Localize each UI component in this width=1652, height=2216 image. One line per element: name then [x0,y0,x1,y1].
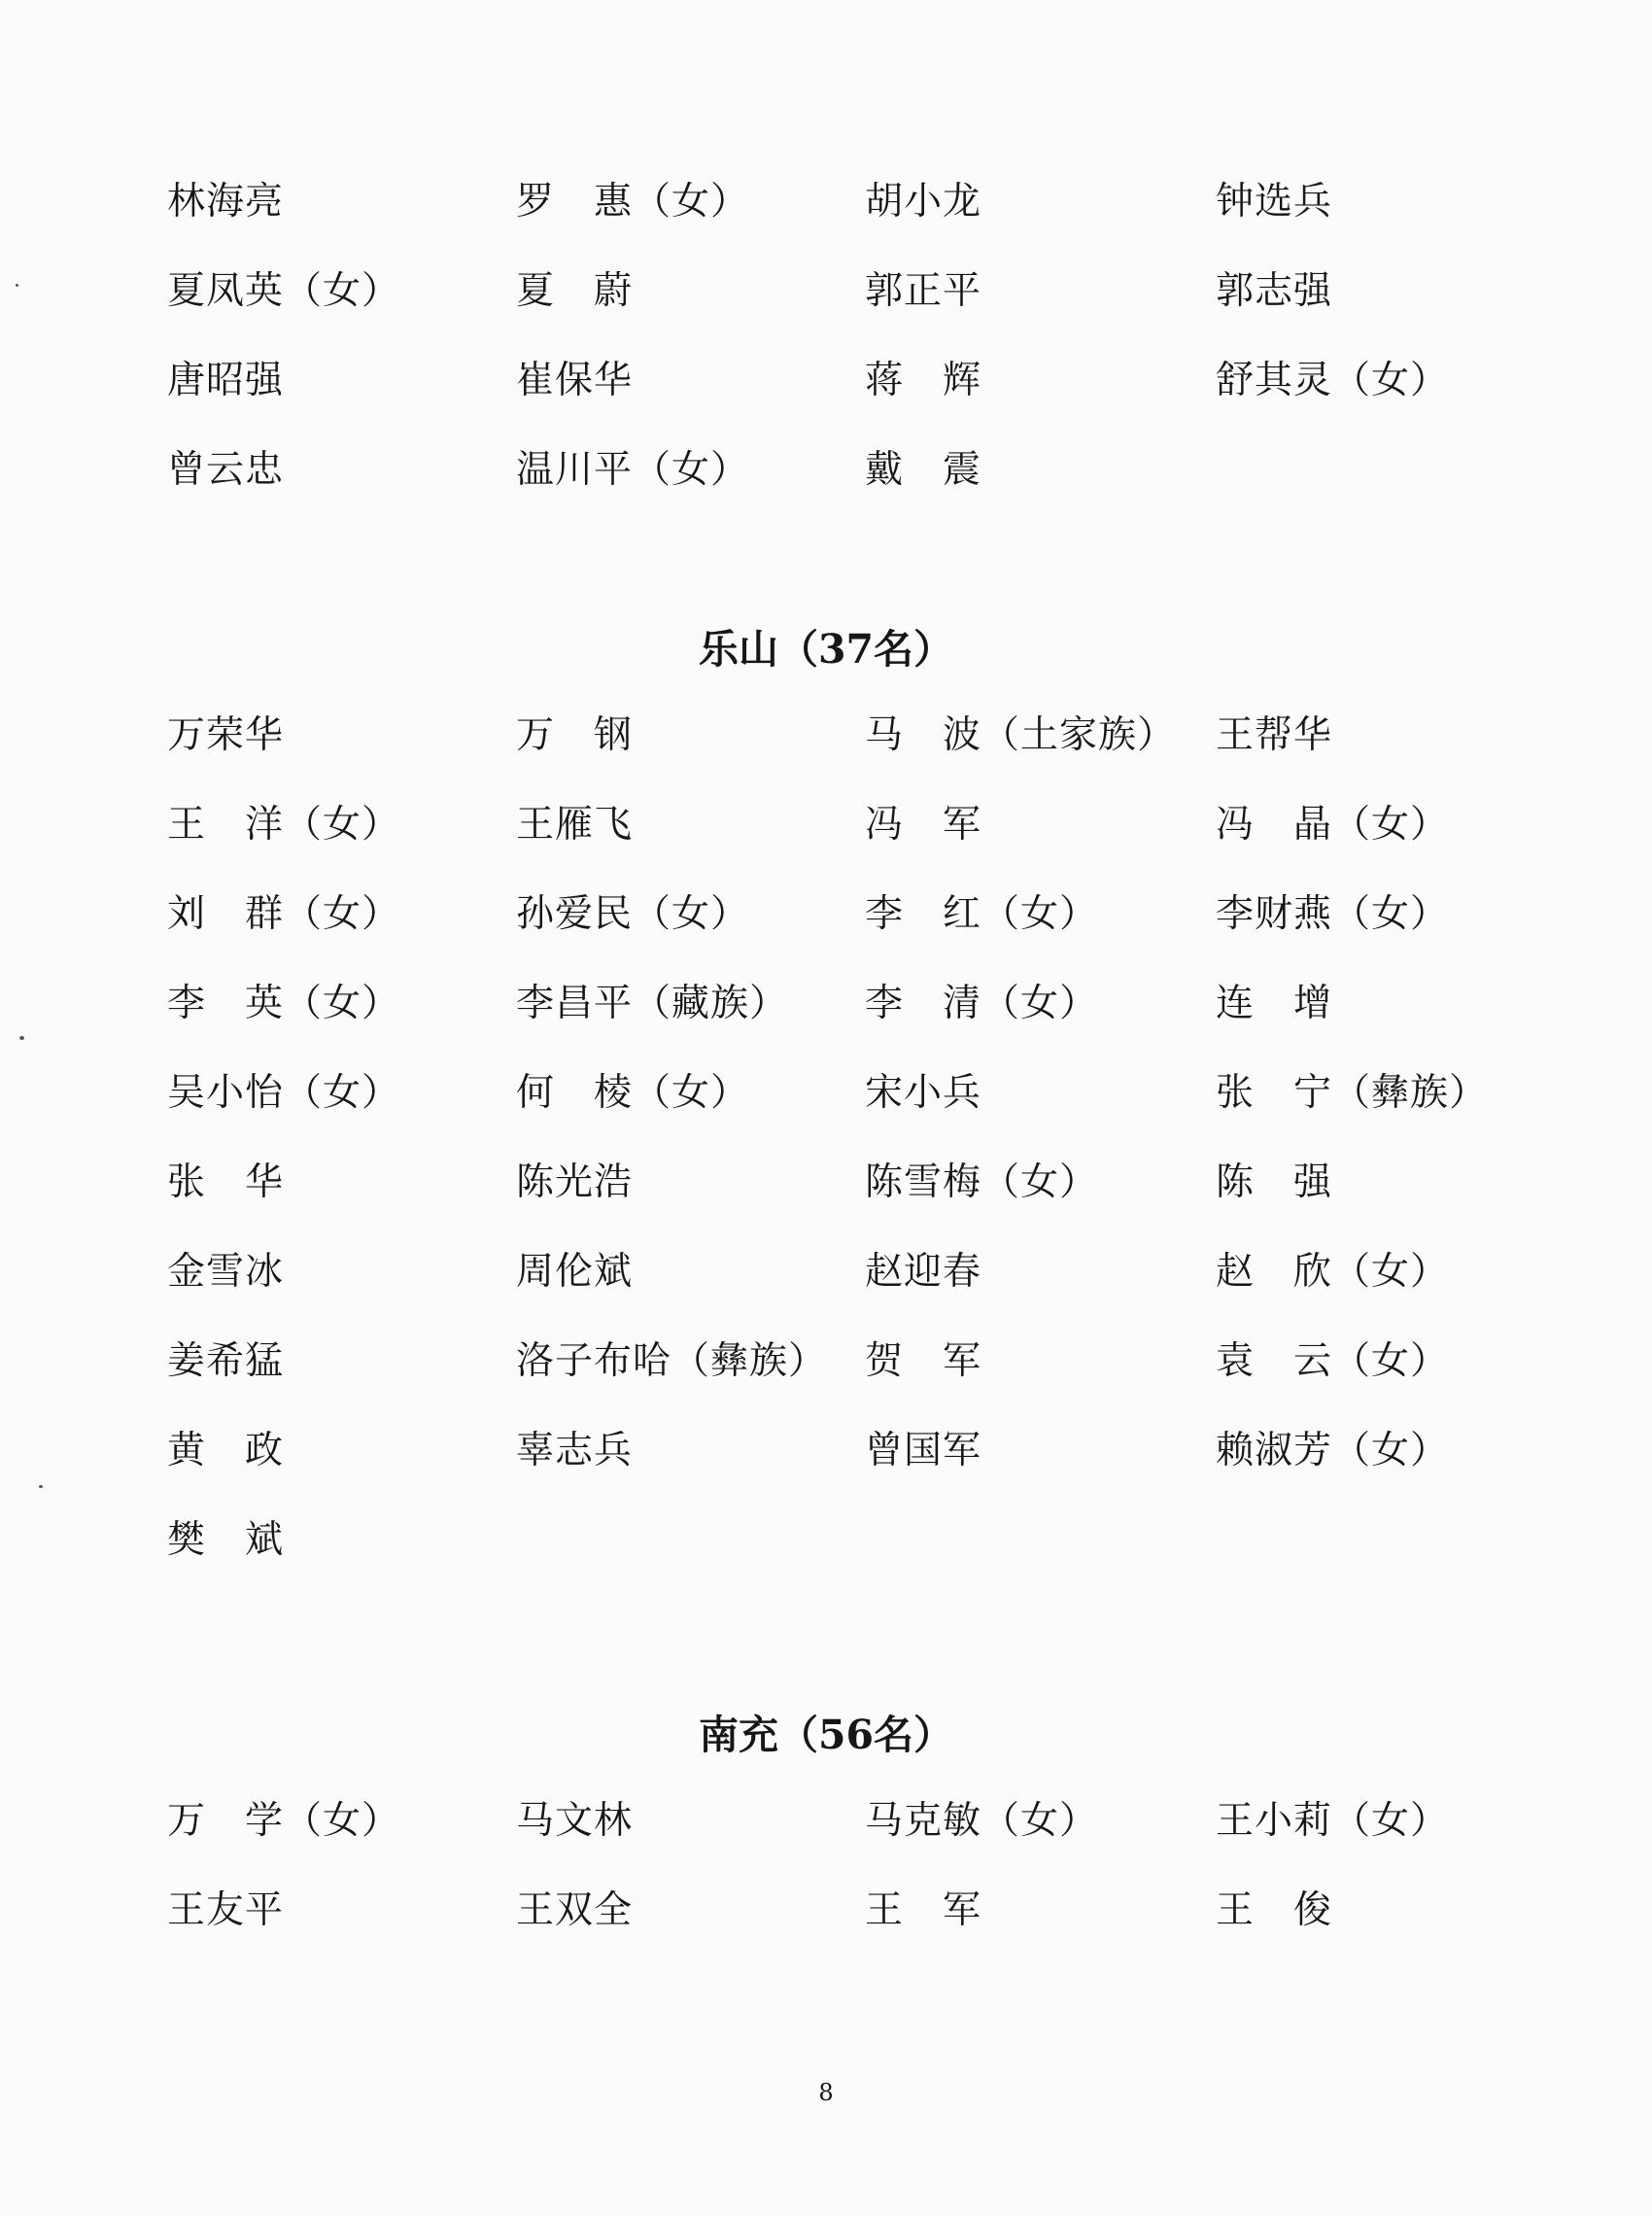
person-name: 洛子布哈（彝族） [516,1339,828,1383]
person-name: 陈 强 [1216,1160,1333,1204]
person-name: 钟选兵 [1216,180,1333,224]
person-name: 李财燕（女） [1216,892,1450,936]
person-name: 罗 惠（女） [516,180,750,224]
person-name: 贺 军 [865,1339,982,1383]
person-name: 王雁飞 [516,803,634,847]
person-name: 万 学（女） [167,1799,401,1843]
person-name: 温川平（女） [516,448,750,492]
person-name: 王 军 [865,1888,982,1932]
person-name: 万 钢 [516,713,634,757]
person-name: 李 英（女） [167,982,401,1025]
name-list-nanchong [167,1777,1586,1956]
person-name: 李 清（女） [865,982,1099,1025]
scan-speck [39,1485,43,1488]
person-name: 唐昭强 [167,359,285,402]
person-name: 辜志兵 [516,1429,634,1472]
person-name: 陈光浩 [516,1160,634,1204]
scan-speck [19,1036,24,1040]
person-name: 夏凤英（女） [167,269,401,313]
person-name: 黄 政 [167,1429,285,1472]
person-name: 孙爱民（女） [516,892,750,936]
person-name: 赵 欣（女） [1216,1250,1450,1294]
page-number: 8 [818,2079,834,2106]
person-name: 赵迎春 [865,1250,982,1294]
person-name: 赖淑芳（女） [1216,1429,1450,1472]
person-name: 宋小兵 [865,1071,982,1115]
person-name: 李 红（女） [865,892,1099,936]
person-name: 樊 斌 [167,1518,285,1562]
person-name: 曾国军 [865,1429,982,1472]
person-name: 吴小怡（女） [167,1071,401,1115]
person-name: 冯 晶（女） [1216,803,1450,847]
scan-speck [16,284,18,287]
person-name: 刘 群（女） [167,892,401,936]
person-name: 王 洋（女） [167,803,401,847]
name-list-leshan [167,691,1586,1585]
person-name: 李昌平（藏族） [516,982,789,1025]
name-list-continued [167,157,1586,515]
person-name: 姜希猛 [167,1339,285,1383]
person-name: 胡小龙 [865,180,982,224]
person-name: 王友平 [167,1888,285,1932]
person-name: 王双全 [516,1888,634,1932]
person-name [1216,426,1586,515]
person-name: 冯 军 [865,803,982,847]
person-name: 郭志强 [1216,269,1333,313]
person-name: 夏 蔚 [516,269,634,313]
person-name: 万荣华 [167,713,285,757]
person-name: 蒋 辉 [865,359,982,402]
person-name: 何 棱（女） [516,1071,750,1115]
person-name: 袁 云（女） [1216,1339,1450,1383]
person-name: 陈雪梅（女） [865,1160,1099,1204]
person-name: 曾云忠 [167,448,285,492]
person-name: 郭正平 [865,269,982,313]
person-name: 张 宁（彝族） [1216,1071,1489,1115]
person-name: 马 波（土家族） [865,713,1177,757]
person-name: 王小莉（女） [1216,1799,1450,1843]
person-name: 连 增 [1216,982,1333,1025]
person-name: 崔保华 [516,359,634,402]
person-name: 戴 震 [865,448,982,492]
section-heading-nanchong: 南充（56名） [698,1712,954,1758]
person-name: 张 华 [167,1160,285,1204]
section-heading-leshan: 乐山（37名） [698,626,954,673]
person-name: 林海亮 [167,180,285,224]
person-name: 马文林 [516,1799,634,1843]
person-name: 舒其灵（女） [1216,359,1450,402]
person-name: 王帮华 [1216,713,1333,757]
person-name: 马克敏（女） [865,1799,1099,1843]
person-name: 金雪冰 [167,1250,285,1294]
person-name: 王 俊 [1216,1888,1333,1932]
person-name: 周伦斌 [516,1250,634,1294]
